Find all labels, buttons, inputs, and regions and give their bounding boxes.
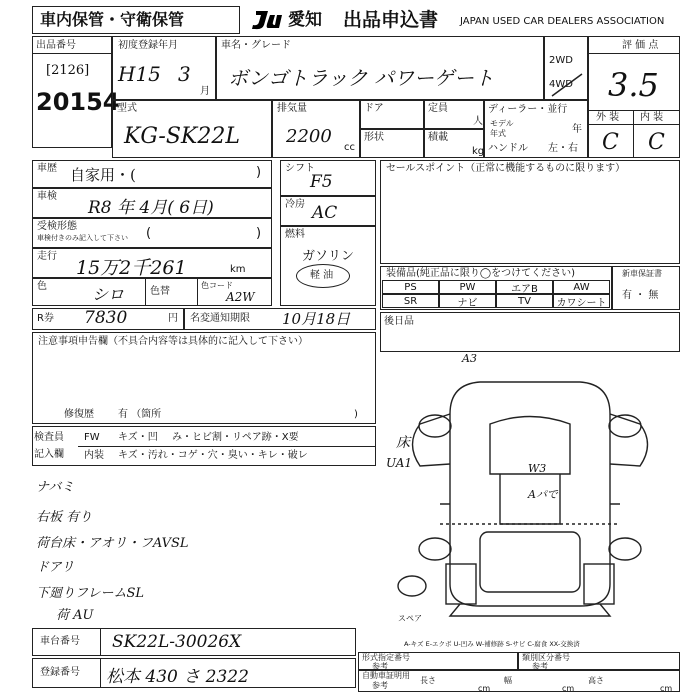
inspector-row2: キズ・汚れ・コゲ・穴・臭い・キレ・破レ <box>118 450 308 461</box>
cert2-label: 自動車証明用 <box>362 671 410 680</box>
color-value: シロ <box>92 285 125 304</box>
color-swap-label: 色替 <box>150 286 170 297</box>
reg-date-label: 初度登録年月 <box>118 40 178 51</box>
exterior-label: 外 装 <box>596 112 620 123</box>
diagram-left-note-2: UA1 <box>386 456 413 470</box>
repair-label: 修復歴 <box>64 409 94 420</box>
year-unit: 年 <box>572 124 582 135</box>
inspector-interior: 内装 <box>84 450 104 461</box>
inspector-label-1: 検査員 <box>34 432 64 443</box>
reception-open: ( <box>146 226 152 241</box>
equipment-item: SR <box>382 294 439 308</box>
rear-seat-label: 後日品 <box>384 316 414 327</box>
history-box <box>32 160 272 188</box>
inspector-row1-b: み・ヒビ割・リペア跡・X要 <box>172 432 299 443</box>
drive-4wd: 4WD <box>549 79 573 90</box>
sales-label: セールスポイント（正常に機能するものに限ります） <box>386 163 626 174</box>
history-label: 車歴 <box>37 163 57 174</box>
warranty-value: 有 ・ 無 <box>622 290 659 301</box>
model-year-label: モデル <box>490 119 514 128</box>
capacity-unit: 人 <box>473 116 483 127</box>
interior-label: 内 装 <box>640 112 664 123</box>
repair-value: 有 （箇所 <box>118 409 162 420</box>
exterior-value: C <box>602 130 619 155</box>
drive-2wd: 2WD <box>549 55 573 66</box>
score-label: 評 価 点 <box>622 40 659 51</box>
width-unit: cm <box>562 684 575 693</box>
color-label: 色 <box>37 281 47 292</box>
height-label: 高さ <box>588 676 604 685</box>
diagram-a3: A3 <box>462 352 477 365</box>
shape-label: 形状 <box>364 132 384 143</box>
mileage-unit: km <box>230 264 246 275</box>
model-value: KG-SK22L <box>124 124 240 149</box>
shift-value: F5 <box>310 172 333 192</box>
spare-label: スペア <box>398 614 422 623</box>
drive-strike <box>548 70 588 104</box>
r-unit: 円 <box>168 313 178 324</box>
equipment-label: 装備品(純正品に限り◯をつけてください) <box>386 268 575 279</box>
height-unit: cm <box>660 684 673 693</box>
reception-close: ) <box>256 226 262 241</box>
fuel-label: 燃料 <box>285 229 305 240</box>
damage-legend: A-キズ E-エクボ U-凹み W-補修跡 S-サビ C-腐食 XX-交換済 <box>404 640 580 648</box>
rear-seat-box <box>380 312 680 352</box>
score-value: 3.5 <box>608 66 659 104</box>
handle-label: ハンドル <box>488 143 528 154</box>
warranty-label: 新車保証書 <box>622 269 662 278</box>
ac-value: AC <box>312 203 338 223</box>
logo-text: 愛知 <box>288 10 322 30</box>
shift-label: シフト <box>285 163 315 174</box>
mileage-value: 15万2千261 <box>76 257 187 279</box>
reception-note: 車検付きのみ記入して下さい <box>37 234 128 242</box>
width-label: 幅 <box>504 676 512 685</box>
disp-unit: cc <box>344 142 355 153</box>
car-name-label: 車名・グレード <box>221 40 291 51</box>
ac-label: 冷房 <box>285 199 305 210</box>
handwritten-note: 荷 AU <box>56 608 94 623</box>
chassis-label: 車台番号 <box>40 636 80 647</box>
equipment-item: カワシート <box>553 294 610 308</box>
equipment-item: AW <box>553 280 610 294</box>
sales-box <box>380 160 680 264</box>
mileage-label: 走行 <box>37 251 57 262</box>
cert2-sub: 参考 <box>372 681 388 690</box>
color-code-value: A2W <box>226 290 255 304</box>
fuel-value: ガソリン <box>302 249 355 264</box>
cert-sub: 参考 <box>372 662 388 671</box>
plate-value: 松本 430 さ 2322 <box>106 667 249 687</box>
ju-logo <box>250 9 286 31</box>
handwritten-note: 右板 有り <box>36 510 93 525</box>
equipment-item: PW <box>439 280 496 294</box>
chassis-value: SK22L-30026X <box>112 632 242 652</box>
plate-label: 登録番号 <box>40 667 80 678</box>
length-label: 長さ <box>420 676 436 685</box>
org-name: JAPAN USED CAR DEALERS ASSOCIATION <box>460 16 665 27</box>
disp-value: 2200 <box>286 126 332 147</box>
cert-label: 形式指定番号 <box>362 653 410 662</box>
reg-month-suffix: 月 <box>200 86 210 97</box>
repair-close: ) <box>354 409 358 420</box>
notes-label: 注意事項申告欄（不具合内容等は具体的に記入して下さい） <box>38 336 308 347</box>
form-title: 出品申込書 <box>343 9 439 31</box>
title-period-value: 10月18日 <box>282 310 351 328</box>
handwritten-note: 下廻りフレームSL <box>36 586 145 601</box>
reg-year: H15 <box>118 62 161 86</box>
inspector-fw: FW <box>84 432 100 443</box>
reg-month: 3 <box>178 62 191 86</box>
r-label: R券 <box>37 313 54 324</box>
handle-value: 左・右 <box>548 143 578 154</box>
load-label: 積載 <box>428 132 448 143</box>
model-label: 型式 <box>117 103 137 114</box>
equipment-item: PS <box>382 280 439 294</box>
handwritten-note: 荷台床・アオリ・フAVSL <box>36 536 189 551</box>
diagram-left-note: 床 <box>396 435 410 451</box>
car-name-value: ボンゴトラック パワーゲート <box>228 66 494 90</box>
history-value: 自家用・( <box>70 166 136 184</box>
handwritten-note: ドアリ <box>36 560 75 575</box>
inspection-label: 車検 <box>37 191 57 202</box>
class-label: 類別区分番号 <box>522 653 570 662</box>
storage-label: 車内保管・守衛保管 <box>40 10 185 29</box>
fuel-sub: 軽 油 <box>310 270 334 281</box>
class-sub: 参考 <box>532 662 548 671</box>
equipment-item: ナビ <box>439 294 496 308</box>
equipment-item: TV <box>496 294 553 308</box>
capacity-label: 定員 <box>428 103 448 114</box>
handwritten-note: ナバミ <box>36 480 75 495</box>
reception-label: 受検形態 <box>37 221 77 232</box>
interior-value: C <box>648 130 665 155</box>
load-unit: kg <box>472 146 485 157</box>
door-label: ドア <box>364 103 384 114</box>
color-code-label: 色コード <box>201 281 233 290</box>
model-year-sub: 年式 <box>490 129 506 138</box>
lot-label: 出品番号 <box>36 40 76 51</box>
lot-number: 20154 <box>36 88 120 116</box>
equipment-item: エアB <box>496 280 553 294</box>
length-unit: cm <box>478 684 491 693</box>
r-value: 7830 <box>84 308 128 328</box>
inspector-label-2: 記入欄 <box>34 449 64 460</box>
history-close: ) <box>256 165 262 180</box>
inspector-row1-a: キズ・凹 <box>118 432 158 443</box>
title-period-label: 名変通知期限 <box>190 313 250 324</box>
lot-small: [2126] <box>46 63 90 78</box>
dealer-label: ディーラー・並行 <box>488 104 568 115</box>
diagram-center-p: Aパで <box>528 488 558 501</box>
disp-label: 排気量 <box>277 103 307 114</box>
diagram-center-w: W3 <box>528 462 547 475</box>
inspection-value: R8 年 4月( 6日) <box>88 198 214 218</box>
